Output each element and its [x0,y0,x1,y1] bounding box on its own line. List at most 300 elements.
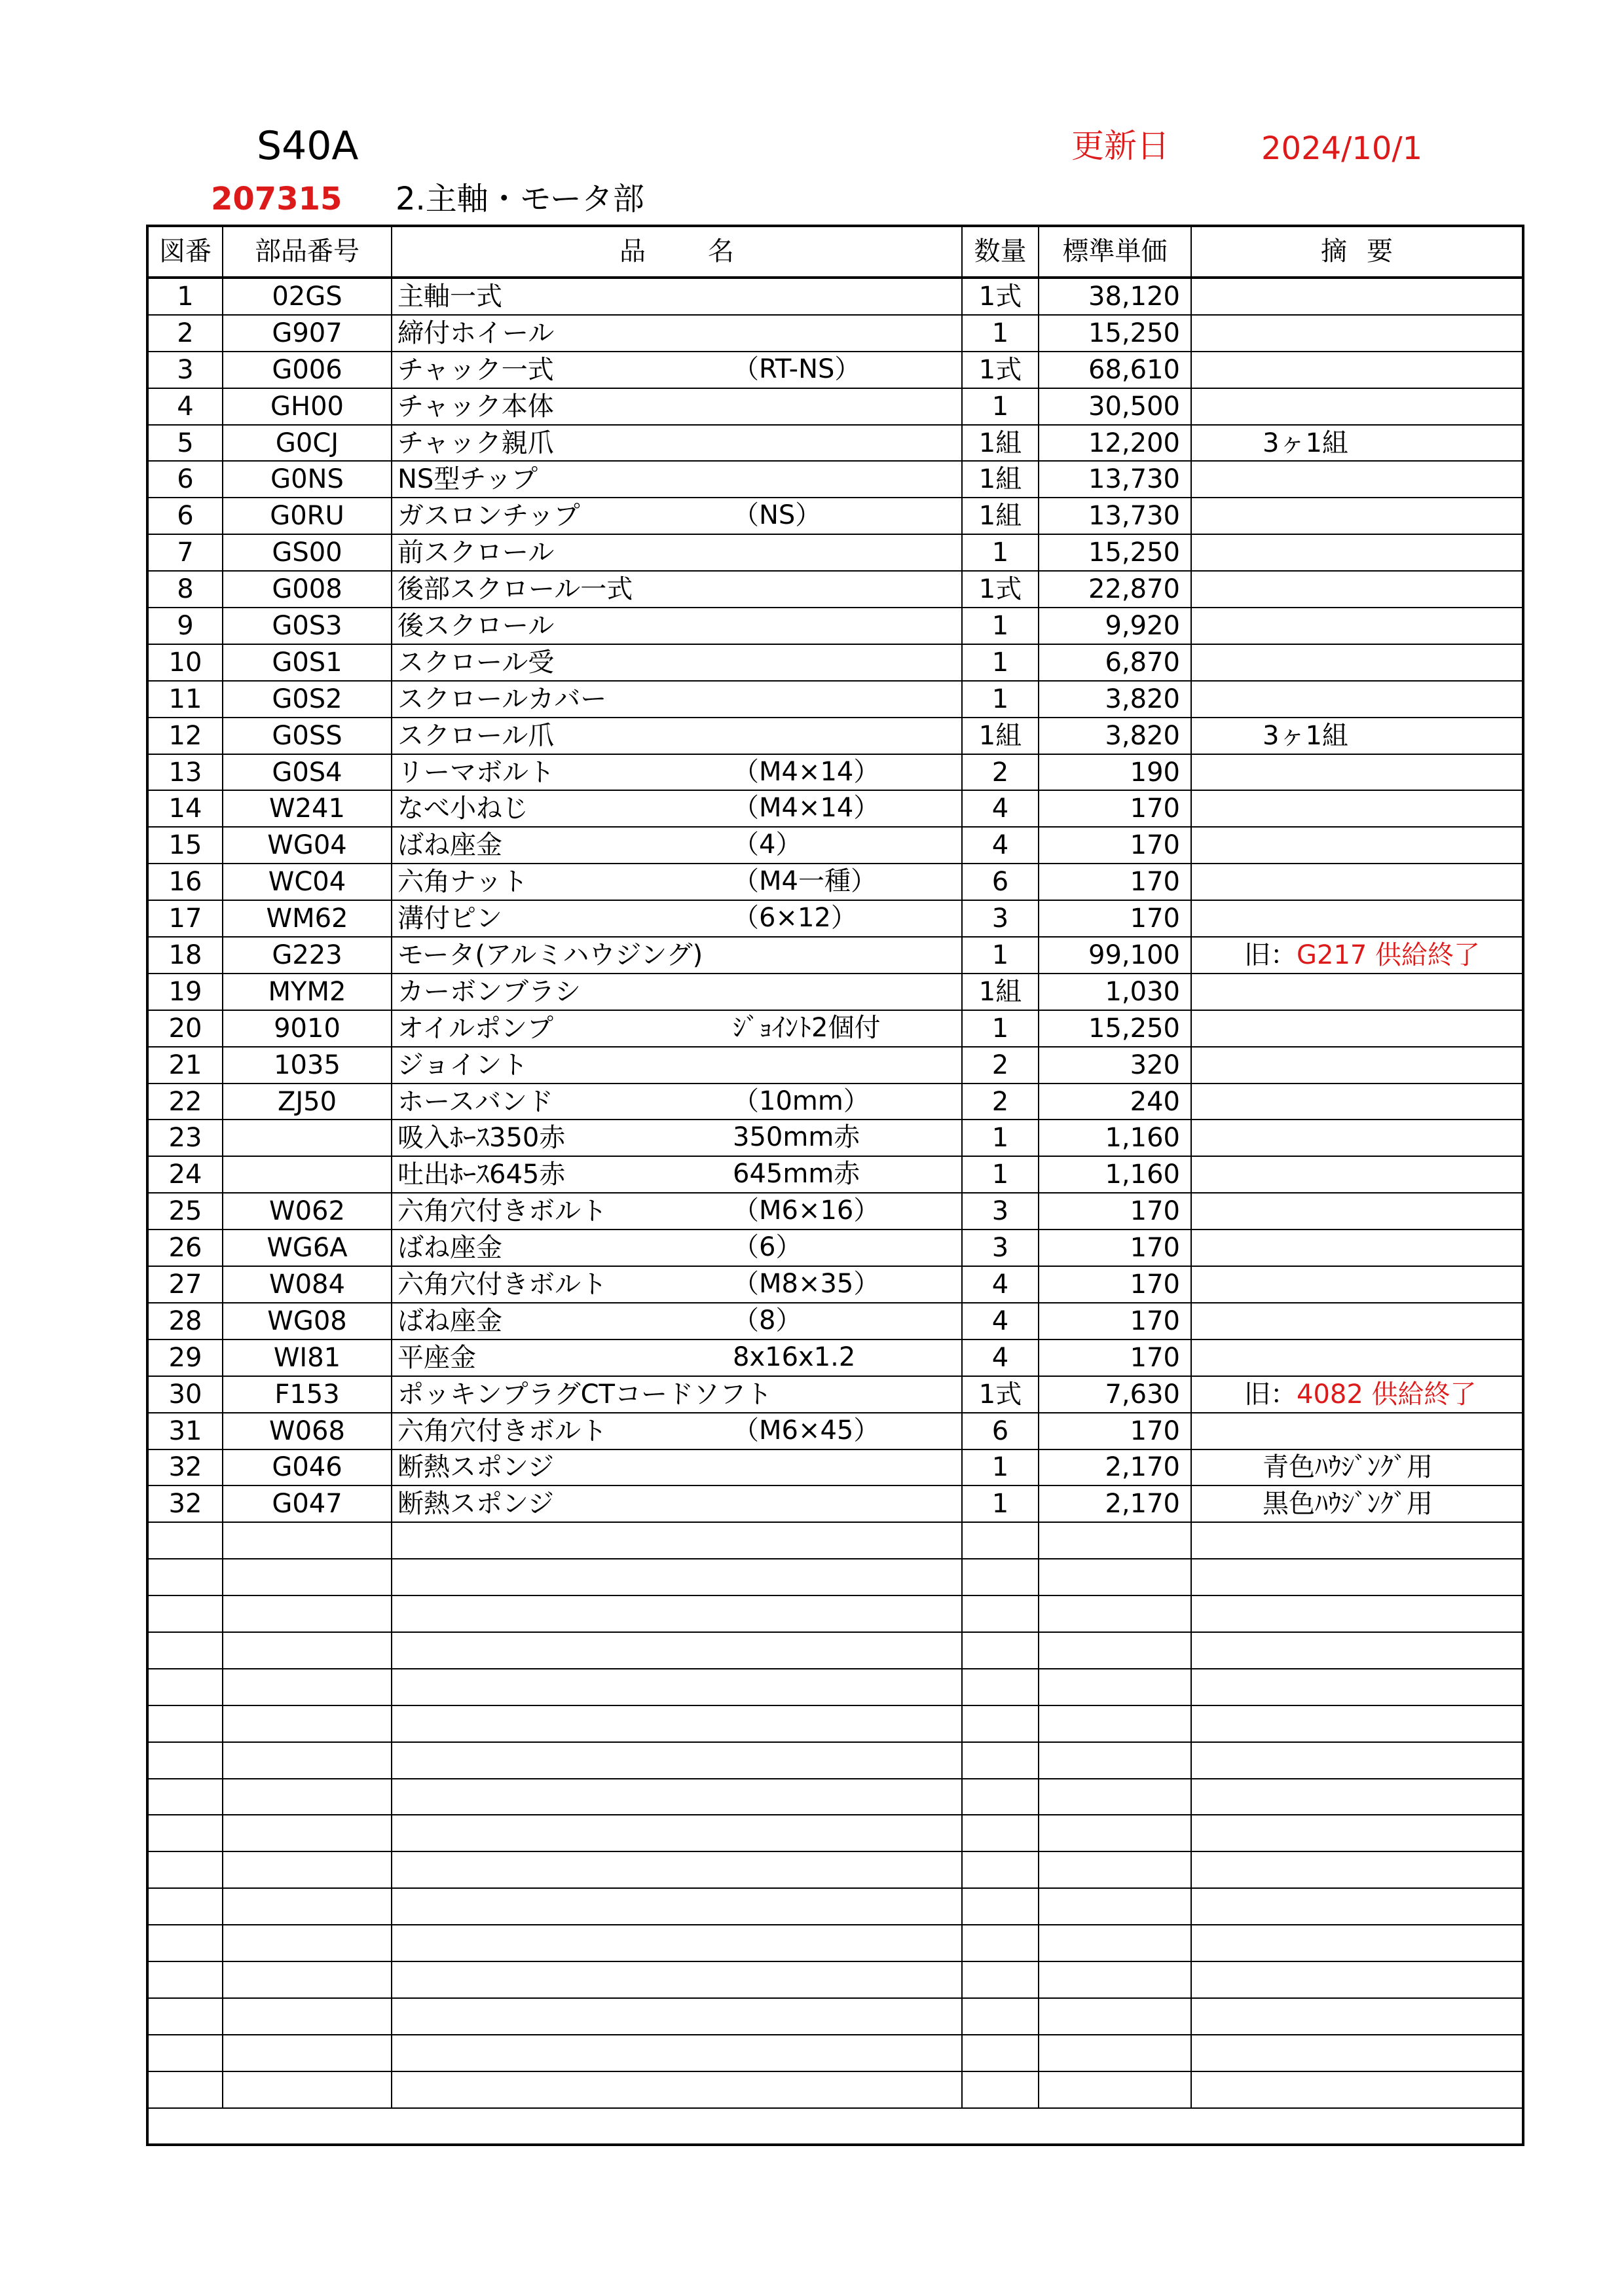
price-cell: 99,100 [1039,937,1191,974]
part-no-cell [223,1522,392,1559]
price-cell: 1,160 [1039,1156,1191,1193]
qty-cell: 4 [962,827,1039,864]
price-cell: 9,920 [1039,608,1191,644]
note-cell [1191,388,1523,425]
fig-no-cell [147,1851,223,1888]
part-no-cell: ZJ50 [223,1084,392,1120]
part-name-cell [392,1485,962,1522]
note-cell [1191,974,1523,1010]
fig-no-cell: 1 [147,278,223,315]
fig-no-cell: 32 [147,1485,223,1522]
price-cell [1039,1998,1191,2035]
empty-table-row [147,1669,1523,1705]
price-cell: 170 [1039,1230,1191,1266]
note-cell [1191,534,1523,571]
qty-cell: 1 [962,1120,1039,1156]
fig-no-cell: 3 [147,352,223,388]
table-row [147,425,1523,462]
part-no-cell [223,1595,392,1632]
part-no-cell: G0S3 [223,608,392,644]
table-row [147,974,1523,1010]
part-spec: （RT-NS） [733,354,861,384]
qty-cell: 1 [962,1485,1039,1522]
qty-cell: 2 [962,754,1039,791]
note-text: 3ヶ1組 [1263,720,1348,751]
note-cell [1191,1084,1523,1120]
price-cell [1039,1595,1191,1632]
part-name-cell [392,1522,962,1559]
price-cell: 12,200 [1039,425,1191,462]
price-cell: 15,250 [1039,315,1191,352]
col-header-part-no: 部品番号 [223,226,392,278]
note-cell [1191,937,1523,974]
note-cell [1191,278,1523,315]
note-cell [1191,1120,1523,1156]
part-name-cell [392,1120,962,1156]
qty-cell: 1組 [962,498,1039,534]
note-cell [1191,1230,1523,1266]
parts-table [146,225,1524,2146]
part-name: 六角穴付きボルト [397,1415,607,1446]
fig-no-cell: 17 [147,900,223,937]
part-name: スクロール爪 [397,720,555,751]
table-row [147,1266,1523,1303]
fig-no-cell: 19 [147,974,223,1010]
fig-no-cell: 2 [147,315,223,352]
qty-cell [962,1851,1039,1888]
qty-cell: 1式 [962,571,1039,608]
note-cell [1191,1851,1523,1888]
part-spec: 350mm赤 [733,1122,860,1153]
price-cell: 7,630 [1039,1376,1191,1413]
price-cell: 170 [1039,1339,1191,1376]
table-row [147,461,1523,498]
fig-no-cell [147,1559,223,1595]
col-header-note [1191,226,1523,278]
part-name: 六角ナット [397,867,528,898]
empty-table-row [147,1522,1523,1559]
col-header-name [392,226,962,278]
part-no-cell [223,2035,392,2071]
table-row [147,608,1523,644]
fig-no-cell: 11 [147,681,223,718]
part-no-cell [223,1705,392,1742]
part-name: 後スクロール [397,610,555,641]
price-cell [1039,2071,1191,2108]
note-cell [1191,827,1523,864]
part-name-cell [392,2035,962,2071]
col-header-note-a: 摘 [1321,236,1347,266]
table-row [147,352,1523,388]
part-no-cell: G008 [223,571,392,608]
note-cell [1191,425,1523,462]
part-no-cell: WG6A [223,1230,392,1266]
model-name: S40A [257,123,359,169]
fig-no-cell [147,1888,223,1925]
fig-no-cell: 29 [147,1339,223,1376]
col-header-qty: 数量 [962,226,1039,278]
part-name: スクロールカバー [397,683,607,714]
part-no-cell: G0SS [223,718,392,754]
price-cell [1039,1742,1191,1779]
part-no-cell [223,1815,392,1851]
part-name-cell [392,864,962,900]
fig-no-cell [147,2071,223,2108]
fig-no-cell [147,1705,223,1742]
table-row [147,864,1523,900]
part-no-cell: WG08 [223,1303,392,1339]
note-cell [1191,1339,1523,1376]
empty-table-row [147,1961,1523,1998]
qty-cell [962,2071,1039,2108]
table-row [147,315,1523,352]
qty-cell: 1 [962,937,1039,974]
blank-cell [147,2108,1523,2145]
price-cell [1039,1815,1191,1851]
table-row [147,937,1523,974]
part-spec: （6×12） [733,903,857,934]
note-cell [1191,1961,1523,1998]
part-name-cell [392,644,962,681]
price-cell: 170 [1039,1266,1191,1303]
fig-no-cell: 13 [147,754,223,791]
qty-cell [962,1998,1039,2035]
qty-cell [962,1632,1039,1669]
price-cell [1039,1961,1191,1998]
price-cell: 13,730 [1039,461,1191,498]
part-name-cell [392,1595,962,1632]
part-name: ガスロンチップ [397,501,580,532]
qty-cell: 3 [962,1230,1039,1266]
part-name-cell [392,571,962,608]
part-name-cell [392,1559,962,1595]
qty-cell: 1 [962,644,1039,681]
price-cell: 22,870 [1039,571,1191,608]
fig-no-cell: 15 [147,827,223,864]
table-row [147,388,1523,425]
price-cell: 240 [1039,1084,1191,1120]
qty-cell [962,1522,1039,1559]
table-header-row [147,226,1523,278]
qty-cell: 4 [962,790,1039,827]
price-cell: 38,120 [1039,278,1191,315]
qty-cell [962,1559,1039,1595]
part-no-cell: W062 [223,1193,392,1230]
note-cell [1191,1742,1523,1779]
part-no-cell [223,2071,392,2108]
part-name: 前スクロール [397,538,555,568]
part-no-cell: G047 [223,1485,392,1522]
part-no-cell: G0S1 [223,644,392,681]
qty-cell: 1 [962,1449,1039,1486]
price-cell [1039,1888,1191,1925]
empty-table-row [147,2035,1523,2071]
part-name: チャック親爪 [397,428,554,458]
qty-cell: 1 [962,1156,1039,1193]
part-name-cell [392,754,962,791]
part-name: 断熱スポンジ [397,1452,554,1483]
fig-no-cell: 4 [147,388,223,425]
part-name-cell [392,1815,962,1851]
price-cell: 170 [1039,1303,1191,1339]
empty-table-row [147,1925,1523,1961]
price-cell: 30,500 [1039,388,1191,425]
part-name: カーボンブラシ [397,976,581,1007]
part-name-cell [392,1925,962,1961]
empty-table-row [147,1851,1523,1888]
note-cell [1191,790,1523,827]
part-name-cell [392,827,962,864]
fig-no-cell: 30 [147,1376,223,1413]
fig-no-cell [147,1998,223,2035]
qty-cell: 1 [962,681,1039,718]
fig-no-cell [147,2035,223,2071]
price-cell: 1,160 [1039,1120,1191,1156]
price-cell: 170 [1039,790,1191,827]
part-name-cell [392,2071,962,2108]
table-row [147,1084,1523,1120]
table-row [147,754,1523,791]
col-header-price: 標準単価 [1039,226,1191,278]
fig-no-cell: 21 [147,1047,223,1084]
part-name-cell [392,1779,962,1815]
part-name: ばね座金 [397,1305,502,1336]
part-name-cell [392,900,962,937]
table-row [147,1449,1523,1486]
part-name-cell [392,461,962,498]
part-name-cell [392,681,962,718]
table-row [147,498,1523,534]
price-cell [1039,1669,1191,1705]
fig-no-cell: 31 [147,1413,223,1449]
part-name-cell [392,1084,962,1120]
part-no-cell [223,1779,392,1815]
fig-no-cell: 27 [147,1266,223,1303]
part-no-cell [223,1961,392,1998]
part-name-cell [392,1961,962,1998]
col-header-note-b: 要 [1367,236,1393,266]
part-no-cell: G006 [223,352,392,388]
table-row [147,1010,1523,1047]
note-cell [1191,1705,1523,1742]
part-name-cell [392,937,962,974]
part-spec: （8） [733,1305,802,1336]
qty-cell: 1 [962,388,1039,425]
note-text: 青色ﾊｳｼﾞﾝｸﾞ用 [1263,1452,1433,1483]
part-name-cell [392,790,962,827]
qty-cell [962,1595,1039,1632]
note-cell [1191,1303,1523,1339]
part-no-cell: 9010 [223,1010,392,1047]
part-name-cell [392,534,962,571]
note-cell [1191,315,1523,352]
part-name-cell [392,974,962,1010]
part-no-cell [223,1632,392,1669]
parts-table-body [147,278,1523,2145]
table-row [147,681,1523,718]
part-name-cell [392,1339,962,1376]
fig-no-cell: 9 [147,608,223,644]
note-discontinued: 4082 供給終了 [1297,1379,1477,1410]
part-name-cell [392,1998,962,2035]
part-name-cell [392,315,962,352]
part-name: チャック一式 [397,354,554,385]
fig-no-cell: 10 [147,644,223,681]
qty-cell: 4 [962,1266,1039,1303]
col-header-fig-no: 図番 [147,226,223,278]
note-cell [1191,1888,1523,1925]
qty-cell: 3 [962,1193,1039,1230]
table-row [147,790,1523,827]
note-cell [1191,1925,1523,1961]
part-no-cell: 1035 [223,1047,392,1084]
note-cell [1191,1522,1523,1559]
price-cell: 170 [1039,1413,1191,1449]
price-cell: 170 [1039,864,1191,900]
note-cell [1191,1413,1523,1449]
part-name-cell [392,388,962,425]
qty-cell: 1組 [962,974,1039,1010]
qty-cell: 2 [962,1047,1039,1084]
note-cell [1191,2035,1523,2071]
part-name-cell [392,1742,962,1779]
note-cell [1191,608,1523,644]
qty-cell: 1式 [962,278,1039,315]
part-name: 平座金 [397,1342,476,1373]
part-name-cell [392,1193,962,1230]
note-cell [1191,352,1523,388]
price-cell: 68,610 [1039,352,1191,388]
part-name: 主軸一式 [397,281,502,312]
part-name-cell [392,1413,962,1449]
part-name: 締付ホイール [397,318,555,348]
note-cell [1191,1047,1523,1084]
part-name-cell [392,1010,962,1047]
qty-cell: 3 [962,900,1039,937]
empty-table-row [147,1705,1523,1742]
part-spec: （10mm） [733,1085,870,1116]
qty-cell: 1 [962,608,1039,644]
update-date-label: 更新日 [1071,127,1170,165]
note-cell [1191,1010,1523,1047]
part-name-cell [392,1266,962,1303]
part-name: スクロール受 [397,647,555,678]
part-no-cell: G0S2 [223,681,392,718]
part-no-cell [223,1156,392,1193]
fig-no-cell: 20 [147,1010,223,1047]
qty-cell [962,2035,1039,2071]
table-row [147,278,1523,315]
part-no-cell: GH00 [223,388,392,425]
part-name-cell [392,1449,962,1486]
part-name-cell [392,1851,962,1888]
part-no-cell: G0S4 [223,754,392,791]
empty-table-row [147,1559,1523,1595]
price-cell [1039,1851,1191,1888]
qty-cell [962,1669,1039,1705]
part-name: 六角穴付きボルト [397,1196,607,1227]
part-name-cell [392,498,962,534]
empty-table-row [147,1632,1523,1669]
empty-table-row [147,1779,1523,1815]
fig-no-cell: 6 [147,461,223,498]
price-cell: 190 [1039,754,1191,791]
part-name: ジョイント [397,1049,528,1080]
qty-cell: 4 [962,1303,1039,1339]
part-no-cell: W241 [223,790,392,827]
part-no-cell: W084 [223,1266,392,1303]
price-cell: 320 [1039,1047,1191,1084]
section-title: 2.主軸・モータ部 [396,181,644,217]
fig-no-cell [147,1632,223,1669]
fig-no-cell [147,1522,223,1559]
table-row [147,1376,1523,1413]
price-cell [1039,1779,1191,1815]
note-text: 黒色ﾊｳｼﾞﾝｸﾞ用 [1263,1489,1433,1520]
price-cell: 15,250 [1039,534,1191,571]
fig-no-cell: 5 [147,425,223,462]
qty-cell: 2 [962,1084,1039,1120]
part-no-cell: W068 [223,1413,392,1449]
qty-cell: 1式 [962,352,1039,388]
part-no-cell [223,1888,392,1925]
part-name: チャック本体 [397,391,554,422]
qty-cell: 1 [962,1010,1039,1047]
qty-cell: 1組 [962,425,1039,462]
table-row [147,1303,1523,1339]
fig-no-cell: 28 [147,1303,223,1339]
part-spec: 8x16x1.2 [733,1341,856,1372]
part-no-cell [223,1925,392,1961]
part-name: オイルポンプ [397,1013,553,1044]
note-text: 3ヶ1組 [1263,428,1348,458]
fig-no-cell: 7 [147,534,223,571]
empty-table-row [147,2108,1523,2145]
note-cell [1191,1559,1523,1595]
price-cell: 170 [1039,1193,1191,1230]
part-name: ばね座金 [397,830,502,861]
price-cell: 2,170 [1039,1449,1191,1486]
note-cell [1191,1156,1523,1193]
qty-cell [962,1961,1039,1998]
fig-no-cell: 18 [147,937,223,974]
note-cell [1191,864,1523,900]
part-no-cell: G046 [223,1449,392,1486]
part-name-cell [392,1632,962,1669]
update-date: 2024/10/1 [1261,130,1423,167]
note-cell [1191,1998,1523,2035]
qty-cell [962,1925,1039,1961]
catalog-code: 207315 [211,181,342,217]
part-name-cell [392,1047,962,1084]
table-row [147,1485,1523,1522]
fig-no-cell: 22 [147,1084,223,1120]
note-text: 旧： [1244,939,1297,970]
part-no-cell: G0RU [223,498,392,534]
note-cell [1191,1595,1523,1632]
part-no-cell [223,1120,392,1156]
qty-cell: 6 [962,864,1039,900]
fig-no-cell: 24 [147,1156,223,1193]
fig-no-cell [147,1779,223,1815]
part-spec: （6） [733,1232,802,1263]
fig-no-cell: 23 [147,1120,223,1156]
part-spec: 645mm赤 [733,1159,860,1190]
part-spec: （M4×14） [733,756,880,787]
table-row [147,1120,1523,1156]
part-no-cell [223,1851,392,1888]
note-cell [1191,1632,1523,1669]
